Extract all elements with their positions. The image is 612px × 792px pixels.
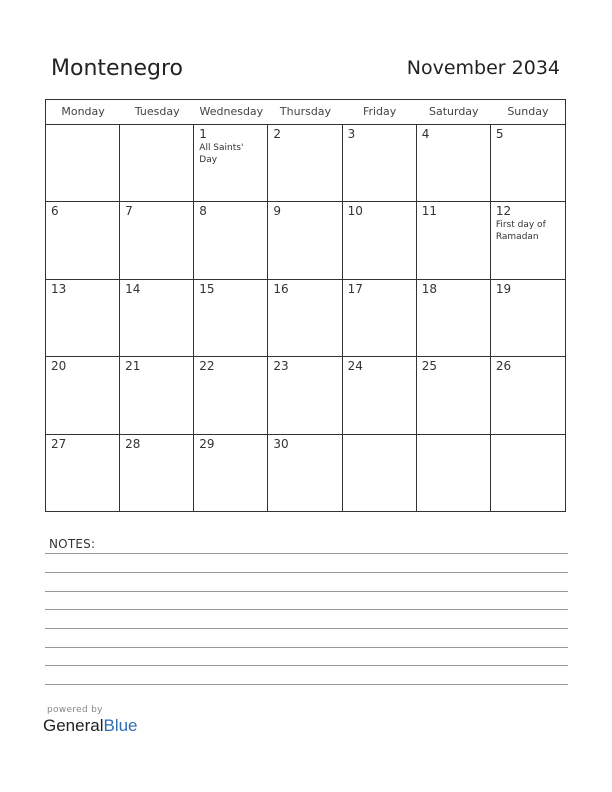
day-number: 30 [273,436,289,451]
day-cell [268,280,342,357]
day-cell [343,125,417,202]
day-number: 3 [347,127,356,141]
day-number: 21 [125,359,141,374]
day-number: 14 [125,281,141,296]
day-number: 16 [273,281,289,296]
weekday-header-row [46,100,565,125]
notes-line [45,553,568,554]
holiday-label: All Saints' Day [199,143,244,165]
day-number: 23 [273,359,289,374]
day-grid [46,125,565,512]
day-cell [343,280,417,357]
day-number: 6 [51,204,59,219]
day-cell [194,435,268,512]
day-cell [46,125,120,202]
powered-by-text: powered by [47,705,103,715]
day-cell [46,357,120,434]
calendar-grid [45,99,566,512]
weekday-header: Sunday [507,105,549,118]
day-cell [491,435,565,512]
day-number: 18 [421,281,437,296]
day-cell [343,202,417,279]
day-cell [194,202,268,279]
day-number: 28 [125,436,141,451]
weekday-header: Friday [362,105,397,118]
day-cell [491,357,565,434]
day-number: 17 [347,281,363,296]
notes-line [45,684,568,685]
day-number: 29 [199,436,215,451]
notes-line [45,572,568,573]
weekday-header: Saturday [428,105,479,118]
holiday-label: First day of Ramadan [495,220,546,243]
country-title: Montenegro [51,56,184,81]
day-number: 5 [495,127,504,141]
day-cell [120,435,194,512]
day-cell [194,125,268,202]
weekday-header: Wednesday [199,105,264,118]
day-cell [120,357,194,434]
day-number: 20 [51,359,67,374]
day-cell [46,202,120,279]
brand-logo [43,716,138,736]
day-cell [268,202,342,279]
weekday-header: Monday [61,105,105,118]
day-cell [194,357,268,434]
day-number: 8 [199,204,207,219]
notes-line [45,647,568,648]
day-cell [120,202,194,279]
day-cell [268,357,342,434]
weekday-header: Tuesday [134,105,180,118]
day-cell [120,125,194,202]
day-cell [46,435,120,512]
day-cell [417,202,491,279]
day-cell [46,280,120,357]
day-number: 4 [421,127,430,141]
day-number: 9 [273,204,282,219]
day-number: 27 [51,436,67,451]
day-cell [120,280,194,357]
day-number: 22 [199,359,215,374]
notes-line [45,609,568,610]
notes-line [45,665,568,666]
day-number: 1 [199,127,207,141]
weekday-header: Thursday [279,105,332,118]
brand-name-general: General [43,716,104,735]
day-cell [417,125,491,202]
day-number: 26 [495,359,512,374]
day-number: 19 [495,281,512,296]
day-cell [417,357,491,434]
day-number: 13 [51,281,67,296]
day-number: 15 [199,281,215,296]
day-number: 10 [347,204,363,219]
day-number: 25 [421,359,437,374]
notes-label: NOTES: [49,537,96,551]
notes-line [45,591,568,592]
day-cell [417,280,491,357]
day-cell [491,125,565,202]
day-cell [343,357,417,434]
day-cell [491,280,565,357]
day-cell [417,435,491,512]
day-cell [268,435,342,512]
day-number: 11 [421,204,437,219]
day-number: 24 [347,359,363,374]
day-number: 12 [495,204,512,219]
brand-name-blue: Blue [103,716,138,735]
day-number: 2 [273,127,282,141]
day-number: 7 [125,204,133,219]
month-year-title: November 2034 [406,57,560,79]
day-cell [491,202,565,279]
notes-line [45,628,568,629]
day-cell [268,125,342,202]
day-cell [194,280,268,357]
day-cell [343,435,417,512]
